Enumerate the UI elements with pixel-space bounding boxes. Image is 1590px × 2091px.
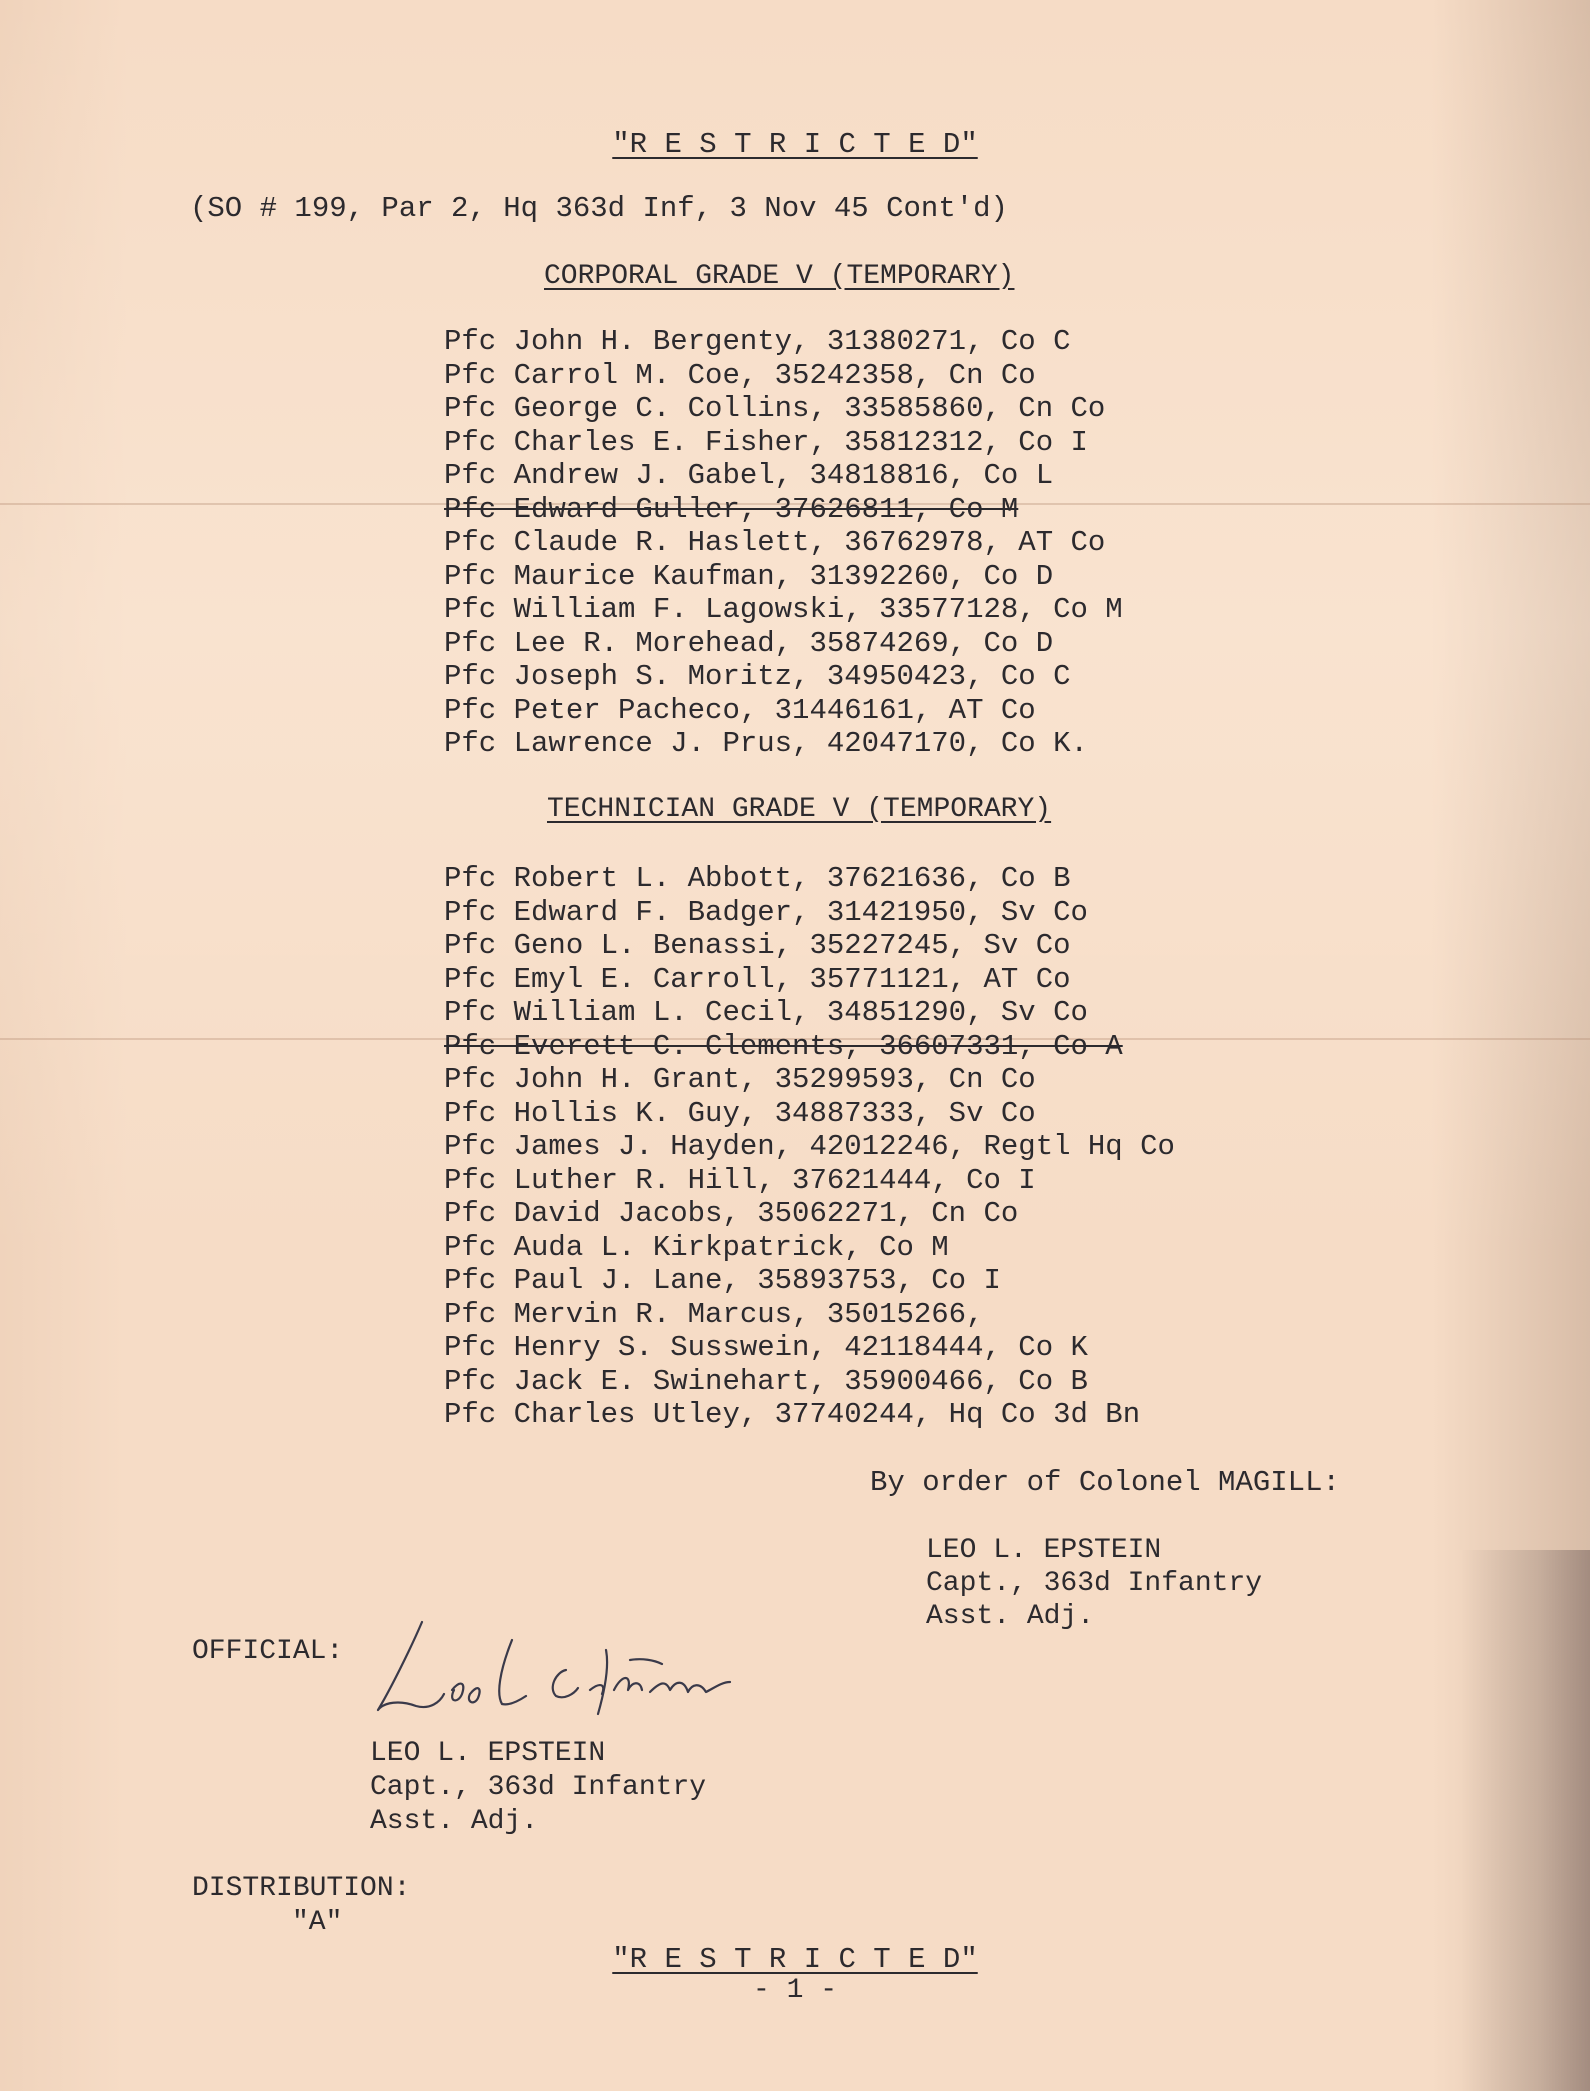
list-item: Pfc Mervin R. Marcus, 35015266,	[444, 1297, 984, 1331]
list-item: Pfc Joseph S. Moritz, 34950423, Co C	[444, 660, 1071, 693]
official-signer-rank: Capt., 363d Infantry	[370, 1772, 707, 1803]
paper-stain	[1460, 1550, 1590, 2091]
list-item: Pfc Henry S. Susswein, 42118444, Co K	[444, 1331, 1088, 1364]
list-item: Pfc Paul J. Lane, 35893753, Co I	[444, 1264, 1001, 1297]
order-reference: (SO # 199, Par 2, Hq 363d Inf, 3 Nov 45 Cont'd)	[190, 192, 1008, 225]
list-item: Pfc John H. Bergenty, 31380271, Co C	[444, 325, 1071, 358]
list-item: Pfc Hollis K. Guy, 34887333, Sv Co	[444, 1096, 1036, 1130]
order-signer-rank: Capt., 363d Infantry	[926, 1568, 1263, 1599]
distribution-label: DISTRIBUTION:	[192, 1873, 411, 1904]
handwritten-signature	[370, 1610, 770, 1720]
corporal-list	[444, 325, 1123, 761]
list-item: Pfc Luther R. Hill, 37621444, Co I	[444, 1163, 1036, 1197]
classification-top: "R E S T R I C T E D"	[612, 128, 978, 161]
list-item: Pfc James J. Hayden, 42012246, Regtl Hq Co	[444, 1130, 1175, 1163]
section-heading-technician: TECHNICIAN GRADE V (TEMPORARY)	[547, 794, 1052, 825]
list-item: Pfc Maurice Kaufman, 31392260, Co D	[444, 559, 1054, 593]
list-item: Pfc Lawrence J. Prus, 42047170, Co K.	[444, 727, 1088, 760]
by-order-line: By order of Colonel MAGILL:	[870, 1466, 1340, 1499]
list-item: Pfc Everett C. Clements, 36607331, Co A	[444, 1029, 1123, 1063]
list-item: Pfc Robert L. Abbott, 37621636, Co B	[444, 862, 1071, 895]
list-item: Pfc Edward Guller, 37626811, Co M	[444, 492, 1019, 526]
list-item: Pfc Jack E. Swinehart, 35900466, Co B	[444, 1364, 1088, 1398]
technician-list	[444, 862, 1175, 1432]
page-number: - 1 -	[752, 1975, 837, 2006]
list-item: Pfc Edward F. Badger, 31421950, Sv Co	[444, 895, 1088, 929]
list-item: Pfc Auda L. Kirkpatrick, Co M	[444, 1230, 949, 1264]
official-signer-name: LEO L. EPSTEIN	[370, 1738, 606, 1769]
list-item: Pfc Claude R. Haslett, 36762978, AT Co	[444, 526, 1106, 559]
distribution-value: "A"	[292, 1907, 343, 1938]
list-item: Pfc Geno L. Benassi, 35227245, Sv Co	[444, 929, 1071, 962]
official-signer-title: Asst. Adj.	[370, 1806, 539, 1837]
list-item: Pfc Carrol M. Coe, 35242358, Cn Co	[444, 358, 1036, 392]
list-item: Pfc Lee R. Morehead, 35874269, Co D	[444, 626, 1054, 660]
list-item: Pfc Charles Utley, 37740244, Hq Co 3d Bn	[444, 1398, 1141, 1431]
list-item: Pfc George C. Collins, 33585860, Cn Co	[444, 392, 1106, 425]
official-label: OFFICIAL:	[192, 1636, 344, 1667]
list-item: Pfc William L. Cecil, 34851290, Sv Co	[444, 996, 1088, 1029]
order-signer-title: Asst. Adj.	[926, 1601, 1095, 1632]
list-item: Pfc William F. Lagowski, 33577128, Co M	[444, 593, 1123, 626]
list-item: Pfc John H. Grant, 35299593, Cn Co	[444, 1063, 1036, 1096]
section-heading-corporal: CORPORAL GRADE V (TEMPORARY)	[544, 261, 1015, 292]
list-item: Pfc Andrew J. Gabel, 34818816, Co L	[444, 459, 1054, 492]
classification-bottom: "R E S T R I C T E D"	[612, 1943, 978, 1976]
list-item: Pfc Emyl E. Carroll, 35771121, AT Co	[444, 962, 1071, 996]
list-item: Pfc Peter Pacheco, 31446161, AT Co	[444, 693, 1036, 727]
list-item: Pfc David Jacobs, 35062271, Cn Co	[444, 1197, 1019, 1230]
list-item: Pfc Charles E. Fisher, 35812312, Co I	[444, 425, 1088, 459]
order-signer-name: LEO L. EPSTEIN	[926, 1535, 1162, 1566]
